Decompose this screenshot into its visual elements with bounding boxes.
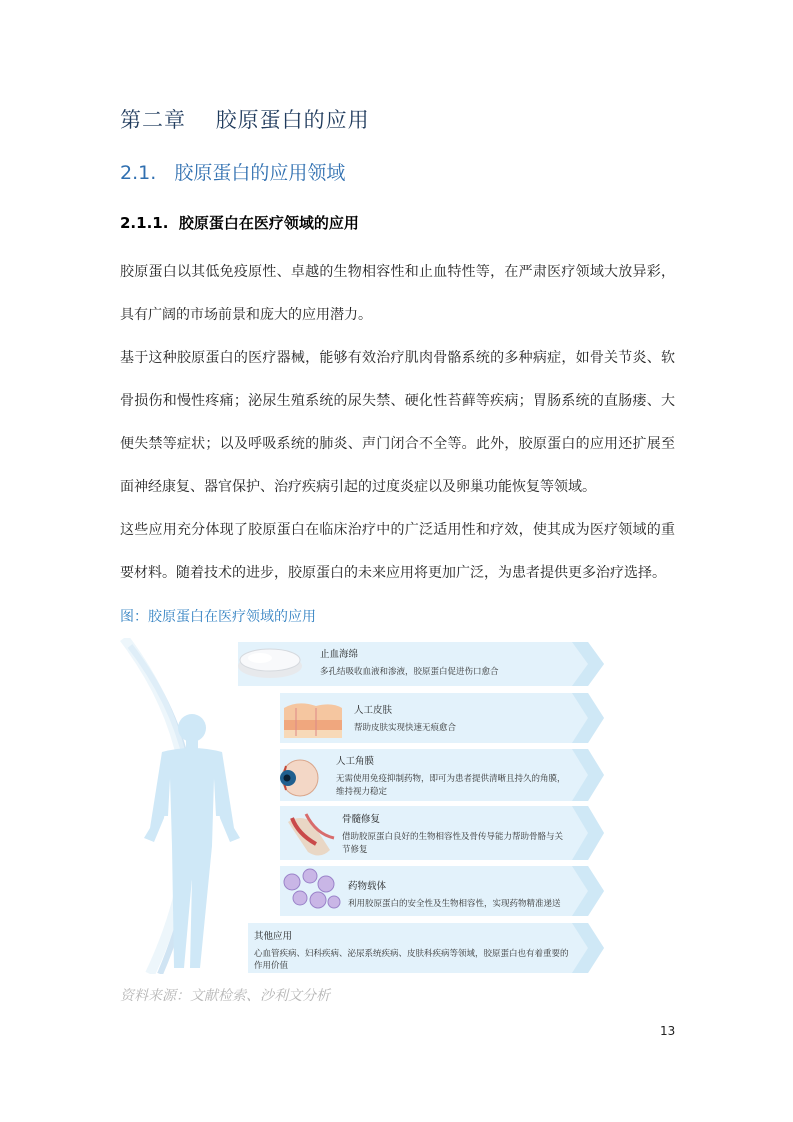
item-3-desc-2: 维持视力稳定 (336, 787, 388, 797)
paragraph-1: 胶原蛋白以其低免疫原性、卓越的生物相容性和止血特性等，在严肃医疗领域大放异彩，具有广阔的市场前景和庞大的应用潜力。 (120, 264, 675, 323)
skin-layers-icon (284, 703, 342, 738)
banner-6 (248, 923, 604, 973)
figure-medical-applications (120, 638, 610, 974)
item-2-title: 人工皮肤 (354, 705, 393, 716)
page-number: 13 (660, 1024, 676, 1038)
item-3-title: 人工角膜 (336, 756, 375, 767)
item-1-title: 止血海绵 (320, 649, 359, 660)
source-note: 资料来源：文献检索、沙利文分析 (120, 988, 330, 1004)
subsection-title: 2.1.1. 胶原蛋白在医疗领域的应用 (120, 214, 359, 232)
item-3-desc: 无需使用免疫抑制药物，即可为患者提供清晰且持久的角膜， (336, 774, 566, 784)
other-title: 其他应用 (254, 931, 293, 942)
item-5-title: 药物载体 (348, 881, 387, 892)
item-4-title: 骨髓修复 (342, 814, 381, 825)
paragraph-3: 这些应用充分体现了胶原蛋白在临床治疗中的广泛适用性和疗效，使其成为医疗领域的重要材料。随着技术的进步，胶原蛋白的未来应用将更加广泛，为患者提供更多治疗选择。 (120, 522, 675, 581)
chapter-title: 第二章 胶原蛋白的应用 (120, 108, 370, 132)
human-body-icon (144, 714, 240, 968)
item-4-desc: 借助胶原蛋白良好的生物相容性及骨传导能力帮助骨骼与关 (342, 832, 564, 842)
section-title: 2.1. 胶原蛋白的应用领域 (120, 162, 346, 184)
other-desc-2: 作用价值 (254, 961, 289, 971)
item-1-desc: 多孔结吸收血液和渗液，胶原蛋白促进伤口愈合 (320, 667, 499, 677)
other-desc: 心血管疾病、妇科疾病、泌尿系统疾病、皮肤科疾病等领域，胶原蛋白也有着重要的 (254, 949, 569, 959)
sponge-icon (238, 649, 302, 678)
item-5-desc: 利用胶原蛋白的安全性及生物相容性，实现药物精准递送 (348, 899, 561, 909)
item-4-desc-2: 节修复 (342, 845, 368, 855)
figure-caption: 图：胶原蛋白在医疗领域的应用 (120, 609, 316, 625)
item-2-desc: 帮助皮肤实现快速无痕愈合 (354, 723, 457, 733)
paragraph-2: 基于这种胶原蛋白的医疗器械，能够有效治疗肌肉骨骼系统的多种病症，如骨关节炎、软骨损伤和慢性疼痛；泌尿生殖系统的尿失禁、硬化性苔藓等疾病；胃肠系统的直肠瘘、大便失禁等症状；以及呼吸系统的肺炎、声门闭合不全等。此外，胶原蛋白的应用还扩展至面神经康复、器官保护、治疗疾病引起的过度炎症以及卵巢功能恢复等领域。 (120, 350, 675, 495)
